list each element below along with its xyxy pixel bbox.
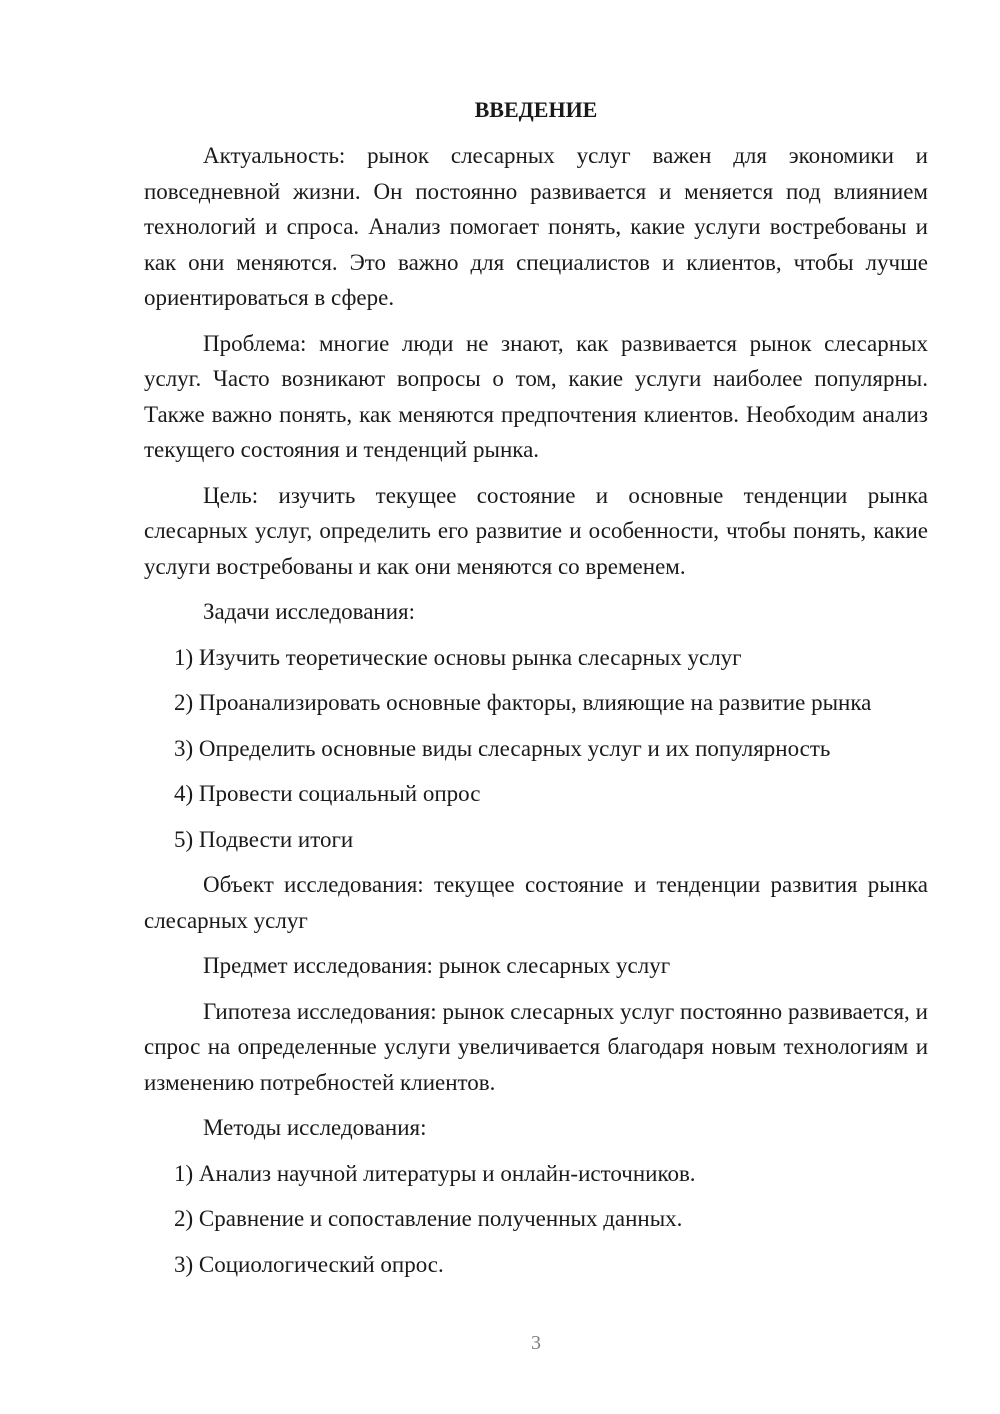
paragraph-tasks-heading: Задачи исследования: — [203, 599, 416, 624]
list-item-method-2: 2) Сравнение и сопоставление полученных данных. — [174, 1206, 683, 1231]
section-title: ВВЕДЕНИЕ — [474, 97, 598, 122]
paragraph-goal: Цель: изучить текущее состояние и основные тенденции рынка слесарных услуг, определить его развитие и особенности, чтобы понять, какие услуги востребованы и как они меняются со временем. — [144, 482, 928, 579]
list-item-task-3: 3) Определить основные виды слесарных услуг и их популярность — [174, 735, 831, 761]
paragraph-problem: Проблема: многие люди не знают, как развивается рынок слесарных услуг. Часто возникают вопросы о том, какие услуги наиболее популярны. Также важно понять, как меняются предпочтения клиентов. Необходим анализ текущего состояния и тенденций рынка. — [144, 330, 928, 462]
paragraph-subject: Предмет исследования: рынок слесарных услуг — [203, 953, 671, 978]
list-item-task-1: 1) Изучить теоретические основы рынка слесарных услуг — [174, 644, 742, 670]
list-item-method-3: 3) Социологический опрос. — [174, 1251, 444, 1277]
page-number: 3 — [531, 1332, 541, 1354]
paragraph-hypothesis: Гипотеза исследования: рынок слесарных услуг постоянно развивается, и спрос на определенные услуги увеличивается благодаря новым технологиям и изменению потребностей клиентов. — [144, 998, 928, 1095]
list-item-task-2: 2) Проанализировать основные факторы, влияющие на развитие рынка — [174, 690, 872, 715]
list-item-task-5: 5) Подвести итоги — [174, 826, 354, 852]
list-item-task-4: 4) Провести социальный опрос — [174, 781, 481, 806]
paragraph-object: Объект исследования: текущее состояние и тенденции развития рынка слесарных услуг — [144, 872, 928, 933]
paragraph-relevance: Актуальность: рынок слесарных услуг важен для экономики и повседневной жизни. Он постоянно развивается и меняется под влиянием технологий и спроса. Анализ помогает понять, какие услуги востребованы и как они меняются. Это важно для специалистов и клиентов, чтобы лучше ориентироваться в сфере. — [144, 143, 928, 310]
paragraph-methods-heading: Методы исследования: — [203, 1115, 427, 1140]
list-item-method-1: 1) Анализ научной литературы и онлайн-источников. — [174, 1160, 696, 1186]
page-content — [144, 92, 928, 1292]
